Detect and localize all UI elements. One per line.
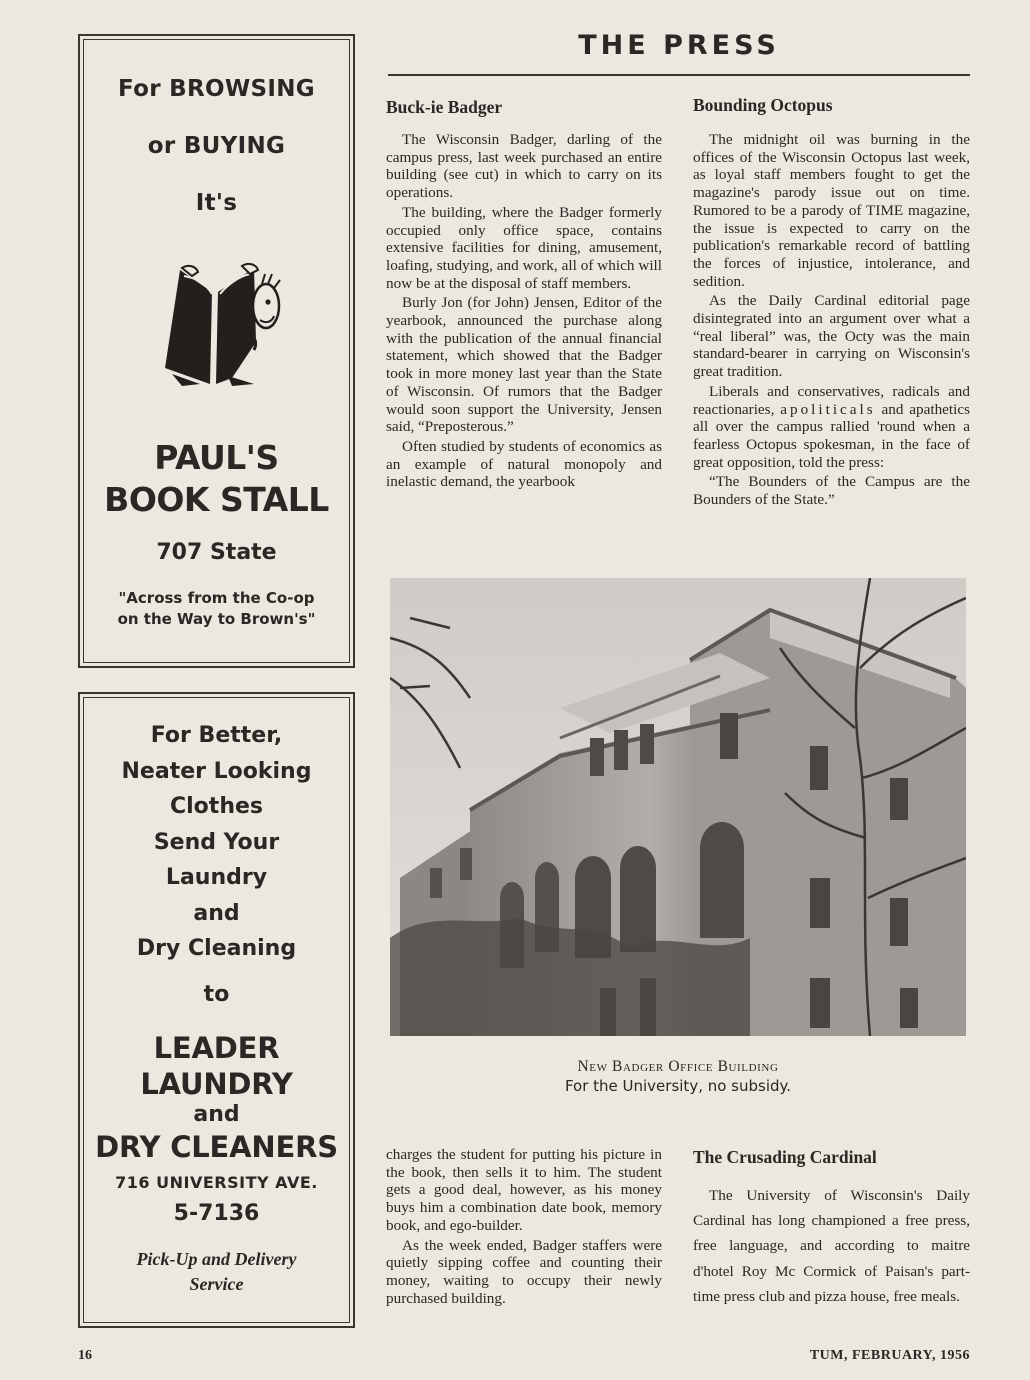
- section-masthead: THE PRESS: [578, 30, 780, 61]
- article-paragraph: As the week ended, Badger staffers were quietly sipping coffee and counting their money, waiting to occupy their newly purchased building.: [386, 1236, 662, 1307]
- article-paragraph: As the Daily Cardinal editorial page disintegrated into an argument over what a “real liberal” was, the Octy was the main standard-bearer in carrying on Wisconsin's great tradition.: [693, 292, 970, 381]
- article-paragraph: charges the student for putting his picture in the book, then sells it to him. The student gets a good deal, however, as his money buys him a combination date book, memory book, and ego-builder.: [386, 1146, 662, 1234]
- ad-copy-line: For Better,: [150, 723, 283, 748]
- ad-copy-line: to: [203, 982, 230, 1007]
- article-paragraph: Burly Jon (for John) Jensen, Editor of the yearbook, announced the purchase along with the publication of the annual financial statement, which showed that the Badger took in more money last year than the State of Wisconsin. Of rumors that the Badger would soon support the University, Jensen said, “Preposterous.”: [386, 294, 662, 436]
- article-headline-octopus: Bounding Octopus: [693, 95, 833, 115]
- article-paragraph: The University of Wisconsin's Daily Cardinal has long championed a free press, free language, and according to maitre d'hotel Roy Mc Cormick of Paisan's part-time press club and pizza house, free meals.: [693, 1187, 970, 1305]
- laundry-ad: [78, 692, 355, 1328]
- ad-copy-line: Laundry: [165, 865, 268, 890]
- spaced-word: apoliticals: [780, 400, 876, 418]
- ad-copy-line: and: [193, 901, 240, 926]
- text-span: Liberals and conservatives, radicals and reactionaries,: [693, 382, 970, 418]
- article-paragraph: The building, where the Badger formerly occupied only office space, contains extensive facilities for dining, amusement, loafing, studying, and work, all of which will now be at the disposal of staff members.: [386, 203, 662, 292]
- badger-building-photo: [390, 578, 966, 1036]
- ad-service: Service: [189, 1274, 244, 1294]
- photo-caption-subtitle: For the University, no subsidy.: [564, 1077, 792, 1095]
- text-span: and apathetics all over the campus rallied 'round when a fearless Octopus spokesman, in the face of great opposition, told the press:: [693, 400, 971, 471]
- article-badger-continued: [386, 1146, 662, 1309]
- article-badger-column: [386, 131, 662, 493]
- page-number: 16: [78, 1348, 92, 1363]
- ad-business-name: LEADER: [153, 1031, 280, 1065]
- ad-tagline: For BROWSING: [118, 76, 315, 102]
- article-headline-badger: Buck-ie Badger: [386, 97, 503, 117]
- laundry-ad-frame: [83, 697, 350, 1323]
- ad-business-name: PAUL'S: [154, 438, 279, 477]
- ad-copy-line: Send Your: [153, 830, 280, 855]
- ad-service: Pick-Up and Delivery: [136, 1249, 297, 1269]
- ad-business-name: BOOK STALL: [104, 480, 329, 519]
- article-cardinal-column: [693, 1183, 970, 1311]
- ad-phone: 5-7136: [173, 1201, 260, 1226]
- ad-quote: on the Way to Brown's": [117, 610, 316, 628]
- bookstall-ad: [78, 34, 355, 668]
- article-paragraph: Often studied by students of economics as an example of natural monopoly and inelastic demand, the yearbook: [386, 437, 662, 491]
- ad-business-name: LAUNDRY: [140, 1067, 293, 1101]
- ad-business-name: and: [193, 1102, 240, 1127]
- article-headline-cardinal: The Crusading Cardinal: [693, 1147, 877, 1167]
- ad-copy-line: Clothes: [170, 794, 263, 819]
- ad-quote: "Across from the Co-op: [118, 589, 315, 607]
- photo-caption-title: New Badger Office Building: [577, 1058, 779, 1075]
- ad-tagline: It's: [195, 190, 238, 216]
- reading-man-illustration: [162, 262, 284, 386]
- article-octopus-column: [693, 131, 970, 511]
- article-paragraph: The midnight oil was burning in the offices of the Wisconsin Octopus last week, as loyal staff members fought to get the magazine's parody issue out on time. Rumored to be a parody of TIME magazine, the issue is expected to carry on the publication's remarkable record of battling the forces of injustice, intolerance, and sedition.: [693, 131, 970, 290]
- masthead-rule: [388, 74, 970, 76]
- ad-copy-line: Neater Looking: [121, 759, 312, 784]
- article-paragraph: The Wisconsin Badger, darling of the campus press, last week purchased an entire building (see cut) in which to carry on its operations.: [386, 131, 662, 202]
- issue-date: TUM, FEBRUARY, 1956: [809, 1348, 970, 1363]
- article-paragraph: [693, 383, 970, 472]
- ad-address: 707 State: [156, 540, 277, 565]
- ad-business-name: DRY CLEANERS: [95, 1130, 338, 1164]
- ad-address: 716 UNIVERSITY AVE.: [115, 1173, 318, 1192]
- article-paragraph: “The Bounders of the Campus are the Bounders of the State.”: [693, 473, 970, 509]
- ad-copy-line: Dry Cleaning: [136, 936, 297, 961]
- ad-tagline: or BUYING: [147, 133, 286, 159]
- bookstall-ad-frame: [83, 39, 350, 663]
